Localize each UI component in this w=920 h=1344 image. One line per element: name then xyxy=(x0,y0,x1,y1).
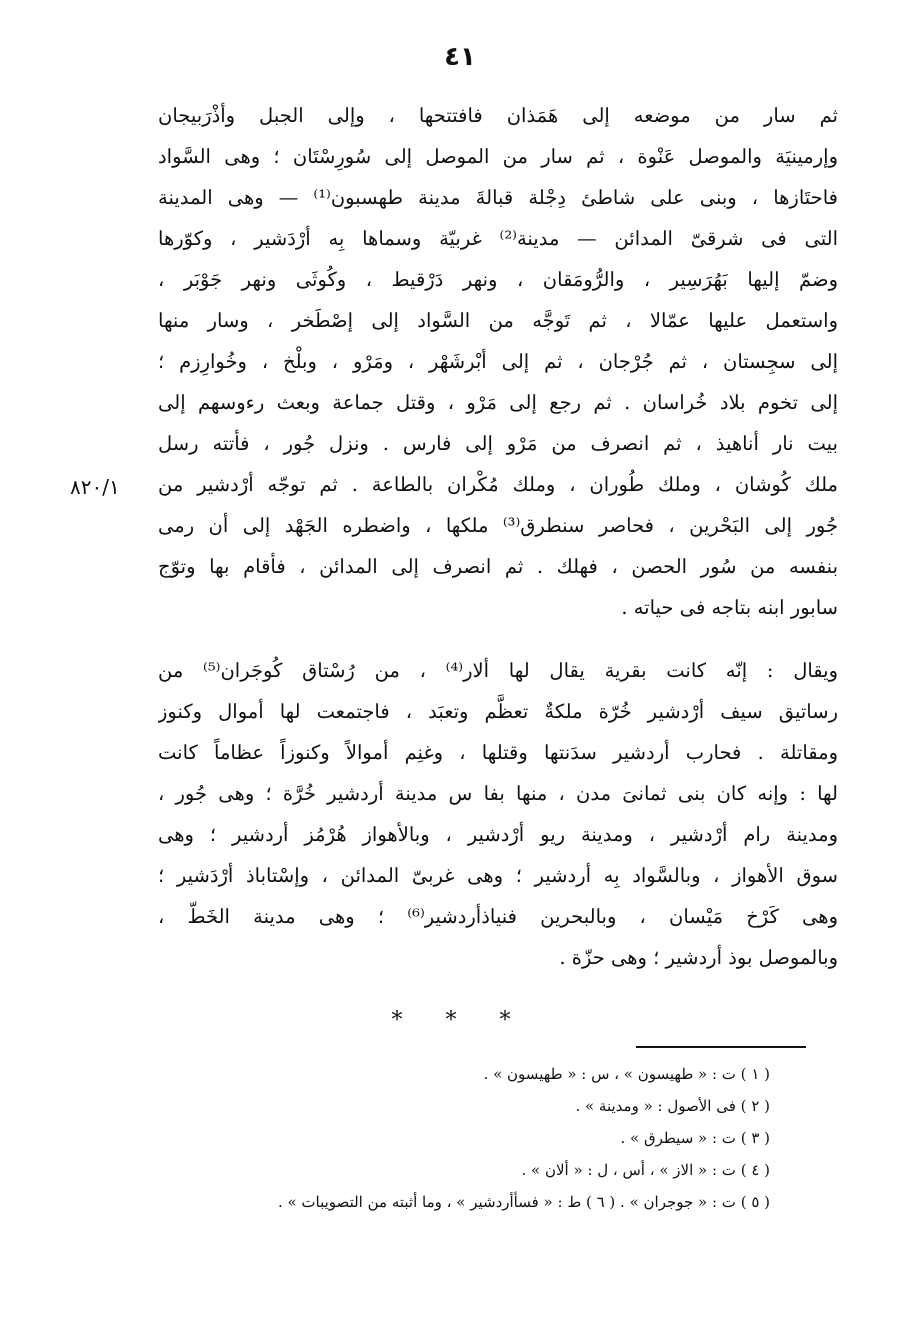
text-line: إلى سجِستان ، ثم جُرْجان ، ثم إلى أبْرشَهْر ، ومَرْو ، وبلْخ ، وخُوارِزم ؛ xyxy=(158,350,838,373)
text-line: إلى تخوم بلاد خُراسان . ثم رجع إلى مَرْو ، وقتل جماعة وبعث رءوسهم إلى xyxy=(158,391,838,414)
text-line: بنفسه من سُور الحصن ، فهلك . ثم انصرف إلى المدائن ، فأقام بها وتوّج xyxy=(158,555,838,578)
text-line: سابور ابنه بتاجه فى حياته . xyxy=(621,596,838,619)
text-line: وهى كَرْخ مَيْسان ، وبالبحرين فنياذأردشير⁽⁶⁾ ؛ وهى مدينة الخَطّ ، xyxy=(158,905,838,928)
footnote-divider xyxy=(636,1046,806,1048)
paragraph-2 xyxy=(158,650,838,978)
footnote: ( ٣ ) ت : « سيطرق » . xyxy=(620,1129,770,1147)
text-line: لها : وإنه كان بنى ثمانىَ مدن ، منها بفا س مدينة أردشير خُرَّة ؛ وهى جُور ، xyxy=(158,782,838,805)
page-number: ٤١ xyxy=(444,42,476,72)
text-line: ويقال : إنّه كانت بقرية يقال لها ألار⁽⁴⁾ ، من رُسْتاق كُوجَران⁽⁵⁾ من xyxy=(158,659,838,682)
text-line: واستعمل عليها عمّالا ، ثم تَوجَّه من السَّواد إلى إصْطَخر ، وسار منها xyxy=(158,309,838,332)
text-line: وبالموصل بوذ أردشير ؛ وهى حزّة . xyxy=(559,946,838,969)
text-line: ثم سار من موضعه إلى هَمَذان فافتتحها ، وإلى الجبل وأذْرَبيجان xyxy=(158,104,838,127)
footnote: ( ٥ ) ت : « جوجران » . ( ٦ ) ط : « فسأأردشير » ، وما أثبته من التصويبات » . xyxy=(277,1193,770,1211)
text-line: بيت نار أناهيذ ، ثم انصرف من مَرْو إلى فارس . ونزل جُور ، فأتته رسل xyxy=(158,432,838,455)
footnote: ( ٢ ) فى الأصول : « ومدينة » . xyxy=(575,1097,770,1115)
section-ornament: * * * xyxy=(391,1008,529,1033)
text-line: وضمّ إليها بَهُرَسِير ، والرُّومَقان ، ونهر دَرْقيط ، وكُوثَى ونهر جَوْبَر ، xyxy=(158,268,838,291)
footnotes xyxy=(130,1058,770,1218)
text-line: ومدينة رام أرْدشير ، ومدينة ريو أرْدشير ، وبالأهواز هُرْمُز أردشير ؛ وهى xyxy=(158,823,838,846)
margin-note: ٨٢٠/١ xyxy=(70,475,120,499)
text-line: فاحتَازها ، وبنى على شاطئ دِجْلة قبالةَ مدينة طهسبون⁽¹⁾ — وهى المدينة xyxy=(158,186,838,209)
footnote: ( ١ ) ت : « طهيسون » ، س : « طهيسون » . xyxy=(483,1065,770,1083)
text-line: وإرمينيَة والموصل عَنْوة ، ثم سار من الموصل إلى سُورِسْتَان ؛ وهى السَّواد xyxy=(158,145,838,168)
paragraph-1 xyxy=(158,95,838,628)
text-line: التى فى شرقىّ المدائن — مدينة⁽²⁾ غربيّة وسماها بِه أرْدَشير ، وكوّرها xyxy=(158,227,838,250)
text-line: ملك كُوشان ، وملك طُوران ، وملك مُكْران بالطاعة . ثم توجّه أرْدشير من xyxy=(158,473,838,496)
text-line: ومقاتلة . فحارب أردشير سدَنتها وقتلها ، وغنِم أموالاً وكنوزاً عظاماً كانت xyxy=(158,741,838,764)
text-line: جُور إلى البَحْرين ، فحاصر سنطرق⁽³⁾ ملكها ، واضطره الجَهْد إلى أن رمى xyxy=(158,514,838,537)
text-line: سوق الأهواز ، وبالسَّواد بِه أردشير ؛ وهى غربىّ المدائن ، وإسْتاباذ أرْدَشير ؛ xyxy=(158,864,838,887)
text-line: رساتيق سيف أرْدشير خُرّة ملكةٌ تعظَّم وتعبَد ، فاجتمعت لها أموال وكنوز xyxy=(158,700,838,723)
footnote: ( ٤ ) ت : « الاز » ، أس ، ل : « ألان » . xyxy=(521,1161,770,1179)
